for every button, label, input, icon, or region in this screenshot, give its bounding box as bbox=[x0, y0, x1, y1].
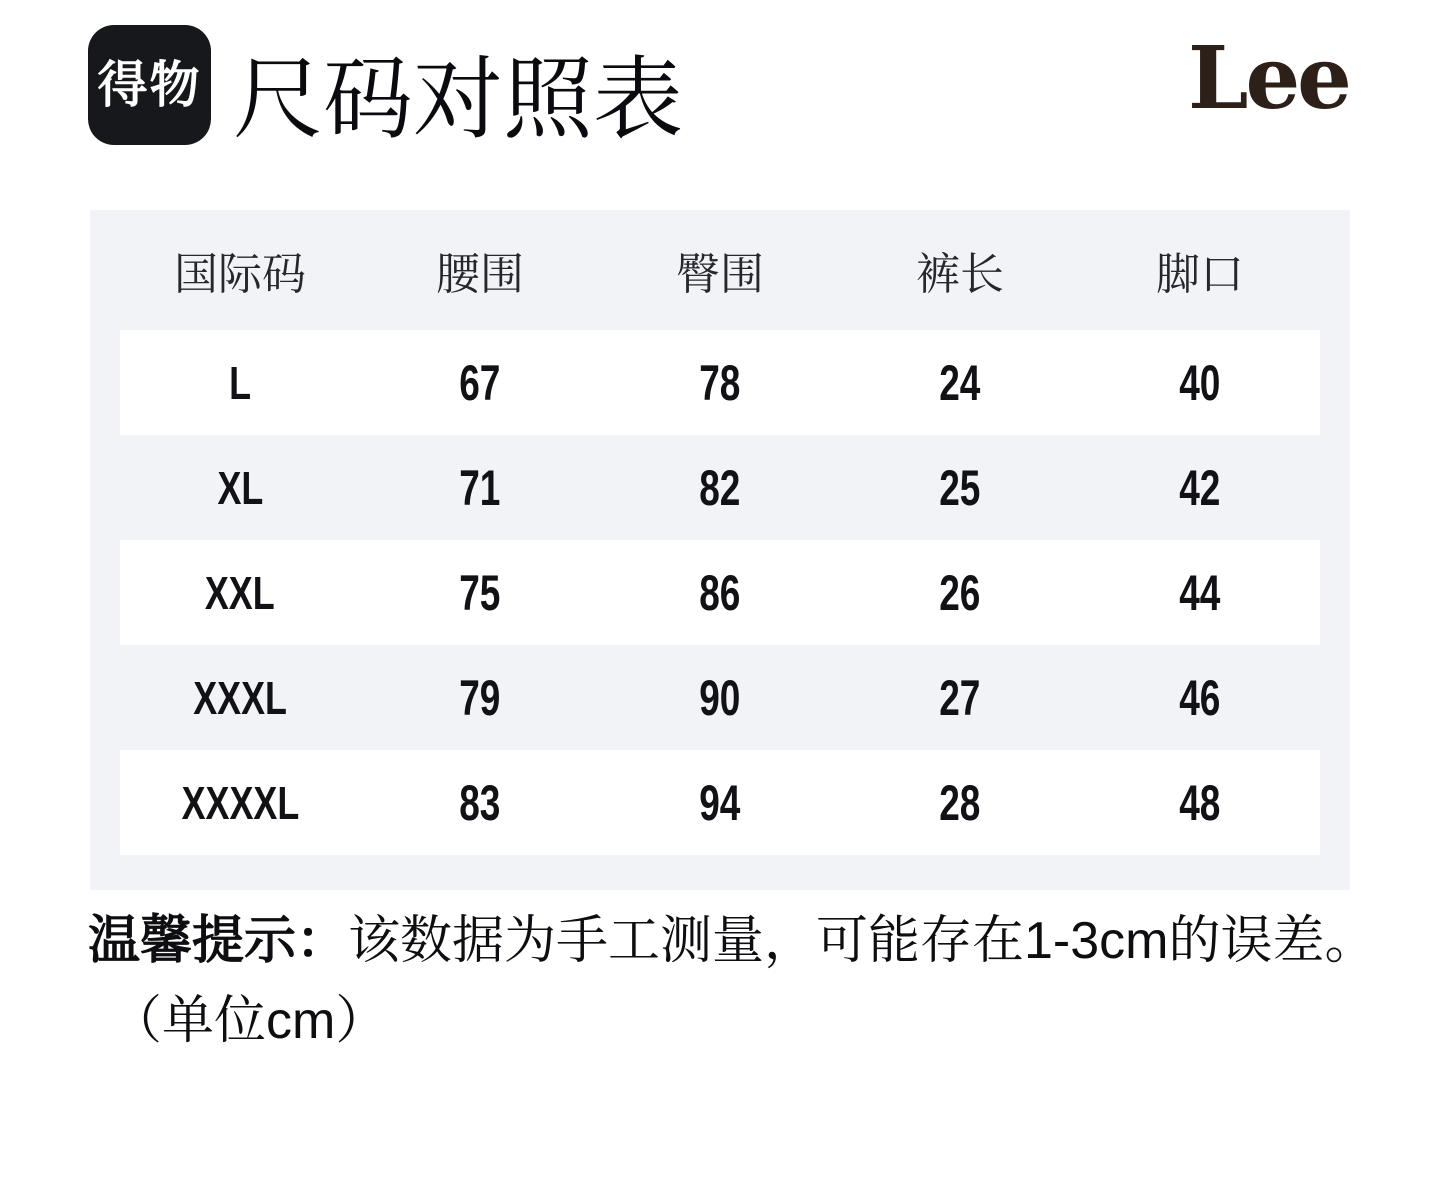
hip-cell: 90 bbox=[699, 669, 741, 726]
hip-cell: 86 bbox=[699, 564, 741, 621]
leg-opening-cell: 40 bbox=[1179, 354, 1221, 411]
waist-cell: 67 bbox=[459, 354, 501, 411]
leg-opening-cell: 46 bbox=[1179, 669, 1221, 726]
hip-cell: 82 bbox=[699, 459, 741, 516]
notice-line bbox=[88, 901, 1377, 981]
notice-text: 该数据为手工测量，可能存在1-3cm的误差。 bbox=[348, 912, 1377, 970]
dewu-logo-text: 得物 bbox=[97, 57, 202, 113]
size-cell: XL bbox=[217, 461, 263, 514]
lee-brand-logo: Lee bbox=[1188, 28, 1349, 129]
length-cell: 24 bbox=[939, 354, 981, 411]
column-header-hip: 臀围 bbox=[676, 250, 764, 299]
size-table-header-row bbox=[90, 210, 1350, 330]
notice-label: 温馨提示： bbox=[88, 912, 349, 970]
waist-cell: 83 bbox=[459, 774, 501, 831]
hip-cell: 78 bbox=[699, 354, 741, 411]
size-cell: XXXL bbox=[193, 671, 287, 724]
size-cell: XXXXL bbox=[181, 776, 299, 829]
page-title: 尺码对照表 bbox=[233, 50, 683, 150]
measurement-notice bbox=[88, 901, 1377, 1061]
waist-cell: 79 bbox=[459, 669, 501, 726]
leg-opening-cell: 42 bbox=[1179, 459, 1221, 516]
size-table bbox=[90, 210, 1350, 890]
table-row bbox=[120, 540, 1320, 645]
length-cell: 26 bbox=[939, 564, 981, 621]
hip-cell: 94 bbox=[699, 774, 741, 831]
column-header-international-size: 国际码 bbox=[174, 250, 306, 299]
length-cell: 27 bbox=[939, 669, 981, 726]
column-header-pants-length: 裤长 bbox=[916, 250, 1004, 299]
length-cell: 25 bbox=[939, 459, 981, 516]
leg-opening-cell: 44 bbox=[1179, 564, 1221, 621]
length-cell: 28 bbox=[939, 774, 981, 831]
table-row bbox=[120, 330, 1320, 435]
size-cell: XXL bbox=[205, 566, 275, 619]
waist-cell: 71 bbox=[459, 459, 501, 516]
leg-opening-cell: 48 bbox=[1179, 774, 1221, 831]
waist-cell: 75 bbox=[459, 564, 501, 621]
table-row bbox=[120, 645, 1320, 750]
column-header-leg-opening: 脚口 bbox=[1156, 250, 1244, 299]
table-row bbox=[120, 750, 1320, 855]
dewu-app-logo bbox=[88, 25, 211, 145]
size-cell: L bbox=[229, 356, 251, 409]
unit-note: （单位cm） bbox=[110, 992, 388, 1050]
table-row bbox=[120, 435, 1320, 540]
column-header-waist: 腰围 bbox=[436, 250, 524, 299]
